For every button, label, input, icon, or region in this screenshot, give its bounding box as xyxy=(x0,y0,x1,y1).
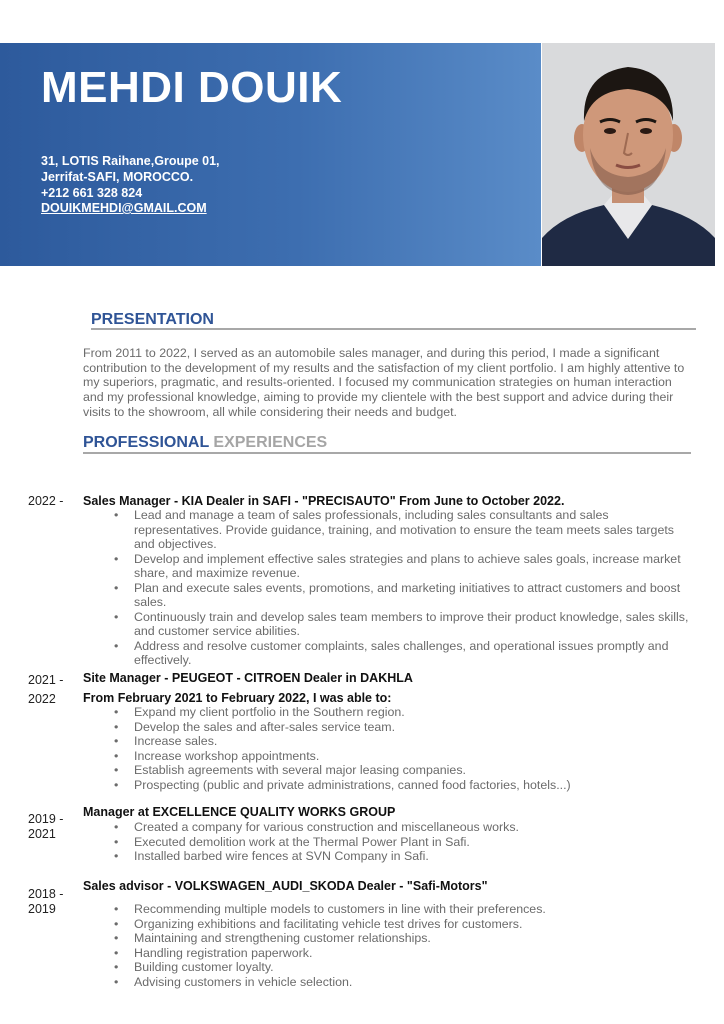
bullet-item: • Installed barbed wire fences at SVN Company in Safi. xyxy=(114,849,694,864)
phone-number: +212 661 328 824 xyxy=(41,186,143,200)
bullet-item: • Building customer loyalty. xyxy=(114,960,694,975)
bullet-item: • Lead and manage a team of sales professionals, including sales consultants and sales representatives. Provide guidance, training, and motivation to ensure the team meets sales targets and objectives. xyxy=(114,508,694,552)
bullet-item: • Increase sales. xyxy=(114,734,694,749)
job-title: Site Manager - PEUGEOT - CITROEN Dealer in DAKHLA xyxy=(83,671,413,685)
bullet-item: • Address and resolve customer complaints, sales challenges, and operational issues promptly and effectively. xyxy=(114,639,694,668)
bullet-item: • Advising customers in vehicle selection. xyxy=(114,975,694,990)
bullet-item: • Organizing exhibitions and facilitating vehicle test drives for customers. xyxy=(114,917,694,932)
bullet-item: • Executed demolition work at the Thermal Power Plant in Safi. xyxy=(114,835,694,850)
bullet-item: • Develop and implement effective sales strategies and plans to achieve sales goals, increase market share, and maximize revenue. xyxy=(114,552,694,581)
job-bullets xyxy=(114,508,694,668)
address-line-1: 31, LOTIS Raihane,Groupe 01, xyxy=(41,154,220,168)
job-bullets xyxy=(114,820,694,864)
bullet-item: • Plan and execute sales events, promotions, and marketing initiatives to attract customers and boost sales. xyxy=(114,581,694,610)
bullet-item: • Increase workshop appointments. xyxy=(114,749,694,764)
email-link[interactable]: DOUIKMEHDI@GMAIL.COM xyxy=(41,201,207,215)
job-year-end: 2019 xyxy=(28,902,56,916)
presentation-text: From 2011 to 2022, I served as an automobile sales manager, and during this period, I made a significant contribution to the development of my results and the satisfaction of my client portfolio. I am highly attentive to my superiors, pragmatic, and results-oriented. I focused my communication strategies on human interaction and my professional knowledge, aiming to provide my clientele with the best support and advice during their visits to the showroom, all while considering their needs and budget. xyxy=(83,346,685,419)
presentation-divider xyxy=(91,328,696,330)
job-bullets xyxy=(114,705,694,792)
job-year-start: 2021 - xyxy=(28,673,64,687)
job-bullets xyxy=(114,902,694,989)
experiences-heading-part2: EXPERIENCES xyxy=(208,434,328,451)
job-year-end: 2022 xyxy=(28,692,56,706)
job-title: Sales advisor - VOLKSWAGEN_AUDI_SKODA Dealer - "Safi-Motors" xyxy=(83,879,488,893)
experiences-heading xyxy=(83,434,327,452)
bullet-item: • Establish agreements with several major leasing companies. xyxy=(114,763,694,778)
job-year-start: 2022 - xyxy=(28,494,64,508)
job-year-start: 2019 - xyxy=(28,812,64,826)
bullet-item: • Prospecting (public and private administrations, canned food factories, hotels...) xyxy=(114,778,694,793)
bullet-item: • Created a company for various construction and miscellaneous works. xyxy=(114,820,694,835)
job-subtitle: From February 2021 to February 2022, I was able to: xyxy=(83,691,392,705)
experiences-heading-part1: PROFESSIONAL xyxy=(83,434,209,451)
job-year-end: 2021 xyxy=(28,827,56,841)
job-title: Manager at EXCELLENCE QUALITY WORKS GROUP xyxy=(83,805,396,819)
bullet-item: • Maintaining and strengthening customer relationships. xyxy=(114,931,694,946)
job-year-start: 2018 - xyxy=(28,887,64,901)
bullet-item: • Continuously train and develop sales team members to improve their product knowledge, sales skills, and customer service abilities. xyxy=(114,610,694,639)
job-title: Sales Manager - KIA Dealer in SAFI - "PRECISAUTO" From June to October 2022. xyxy=(83,494,565,508)
bullet-item: • Expand my client portfolio in the Southern region. xyxy=(114,705,694,720)
bullet-item: • Handling registration paperwork. xyxy=(114,946,694,961)
header-banner xyxy=(0,43,541,266)
presentation-heading: PRESENTATION xyxy=(91,311,214,328)
address-line-2: Jerrifat-SAFI, MOROCCO. xyxy=(41,170,194,184)
candidate-name: MEHDI DOUIK xyxy=(41,63,343,112)
bullet-item: • Recommending multiple models to customers in line with their preferences. xyxy=(114,902,694,917)
profile-photo xyxy=(542,43,715,266)
bullet-item: • Develop the sales and after-sales service team. xyxy=(114,720,694,735)
experiences-divider xyxy=(83,452,691,454)
